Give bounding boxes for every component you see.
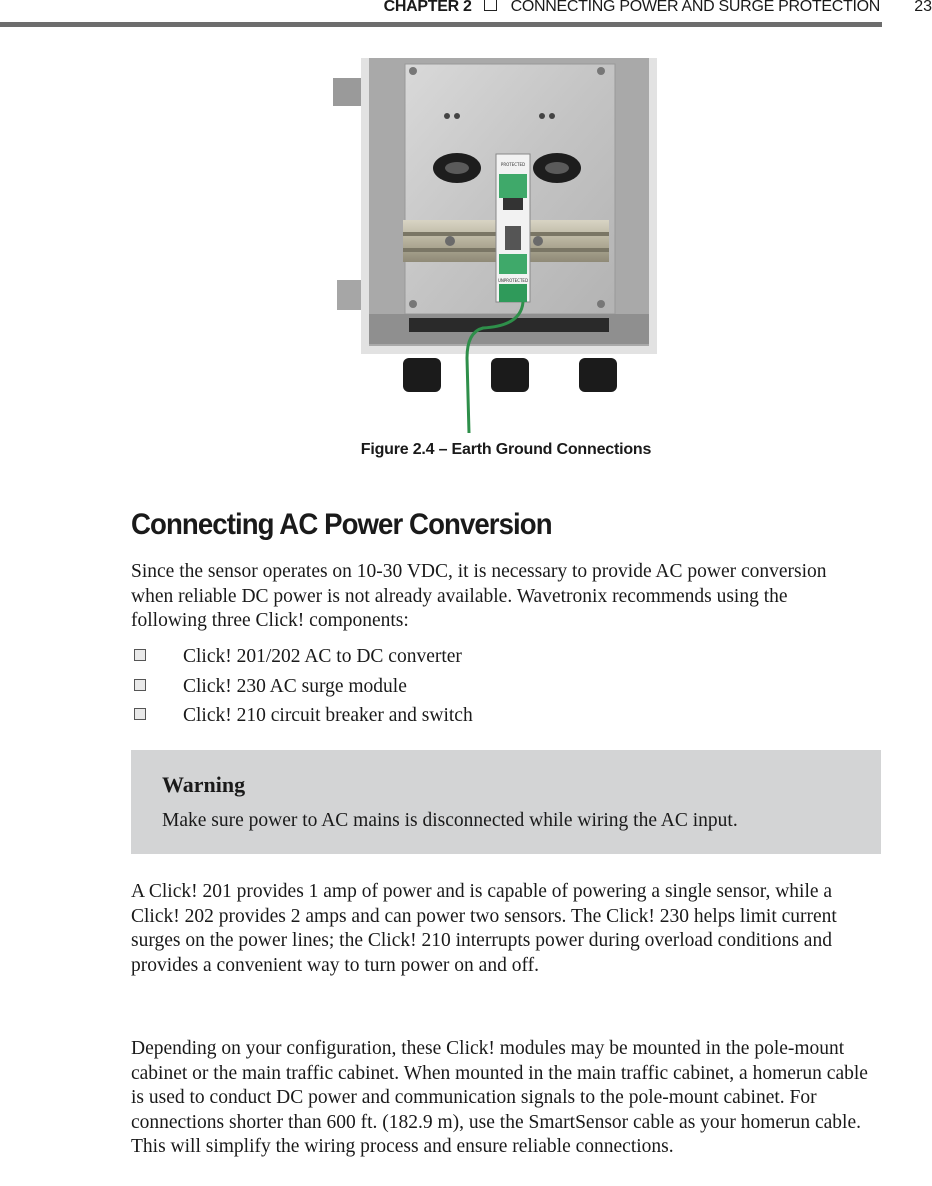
- section-heading: Connecting AC Power Conversion: [131, 508, 552, 541]
- cable-hole-inner: [445, 162, 469, 174]
- cable-gland: [491, 358, 529, 392]
- module-label-top: PROTECTED: [500, 162, 526, 167]
- hinge-bottom: [337, 280, 361, 310]
- cable-hole-inner: [545, 162, 569, 174]
- square-bullet-icon: [134, 679, 146, 691]
- hinge-top: [333, 78, 361, 106]
- terminal-block: [499, 284, 527, 302]
- warning-title: Warning: [162, 772, 246, 797]
- screw: [539, 113, 545, 119]
- rj45-port: [503, 198, 523, 210]
- list-item-text: Click! 201/202 AC to DC converter: [183, 646, 462, 667]
- module-green-label: [499, 174, 527, 198]
- warning-text: Make sure power to AC mains is disconnected while wiring the AC input.: [162, 810, 738, 831]
- screw: [597, 67, 605, 75]
- cable-gland: [579, 358, 617, 392]
- chapter-label: CHAPTER 2: [383, 0, 472, 15]
- figure-caption: Figure 2.4 – Earth Ground Connections: [360, 441, 652, 458]
- screw: [454, 113, 460, 119]
- square-bullet-icon: [134, 649, 146, 661]
- screw: [444, 113, 450, 119]
- screw: [409, 67, 417, 75]
- enclosure-photo: [333, 58, 663, 436]
- body-paragraph: Depending on your configuration, these Click! modules may be mounted in the pole-mount cabinet or the main traffic cabinet. When mounted in the main traffic cabinet, a homerun cable is used to conduct DC power and communication signals to the pole-mount cabinet. For connections shorter than 600 ft. (182.9 m), use the SmartSensor cable as your homerun cable. This will simplify the wiring process and ensure reliable connections.: [131, 1038, 868, 1158]
- list-item-text: Click! 210 circuit breaker and switch: [183, 705, 473, 726]
- rail-screw: [445, 236, 455, 246]
- checkbox-icon: [484, 0, 497, 11]
- page-header: [0, 0, 932, 30]
- module-label-bottom: UNPROTECTED: [497, 278, 529, 283]
- intro-paragraph: Since the sensor operates on 10-30 VDC, it is necessary to provide AC power conversion when reliable DC power is not already available. Wavetronix recommends using the following three Click! components:: [131, 561, 827, 632]
- header-rule: [0, 22, 882, 27]
- rail-screw: [533, 236, 543, 246]
- screw: [409, 300, 417, 308]
- screw: [549, 113, 555, 119]
- chapter-title: CONNECTING POWER AND SURGE PROTECTION: [510, 0, 880, 15]
- page-number: 23: [914, 0, 932, 15]
- list-item-text: Click! 230 AC surge module: [183, 675, 407, 697]
- cable-gland: [403, 358, 441, 392]
- warning-callout: [131, 750, 881, 854]
- square-bullet-icon: [134, 708, 146, 720]
- body-paragraph: A Click! 201 provides 1 amp of power and is capable of powering a single sensor, while a Click! 202 provides 2 amps and can power two sensors. The Click! 230 helps limit current surges on the power lines; the Click! 210 interrupts power during overload conditions and provides a convenient way to turn power on and off.: [131, 881, 837, 976]
- module-green-label: [499, 254, 527, 274]
- bottom-bracket: [409, 318, 609, 332]
- running-header: [384, 0, 880, 16]
- db9-port: [505, 226, 521, 250]
- screw: [597, 300, 605, 308]
